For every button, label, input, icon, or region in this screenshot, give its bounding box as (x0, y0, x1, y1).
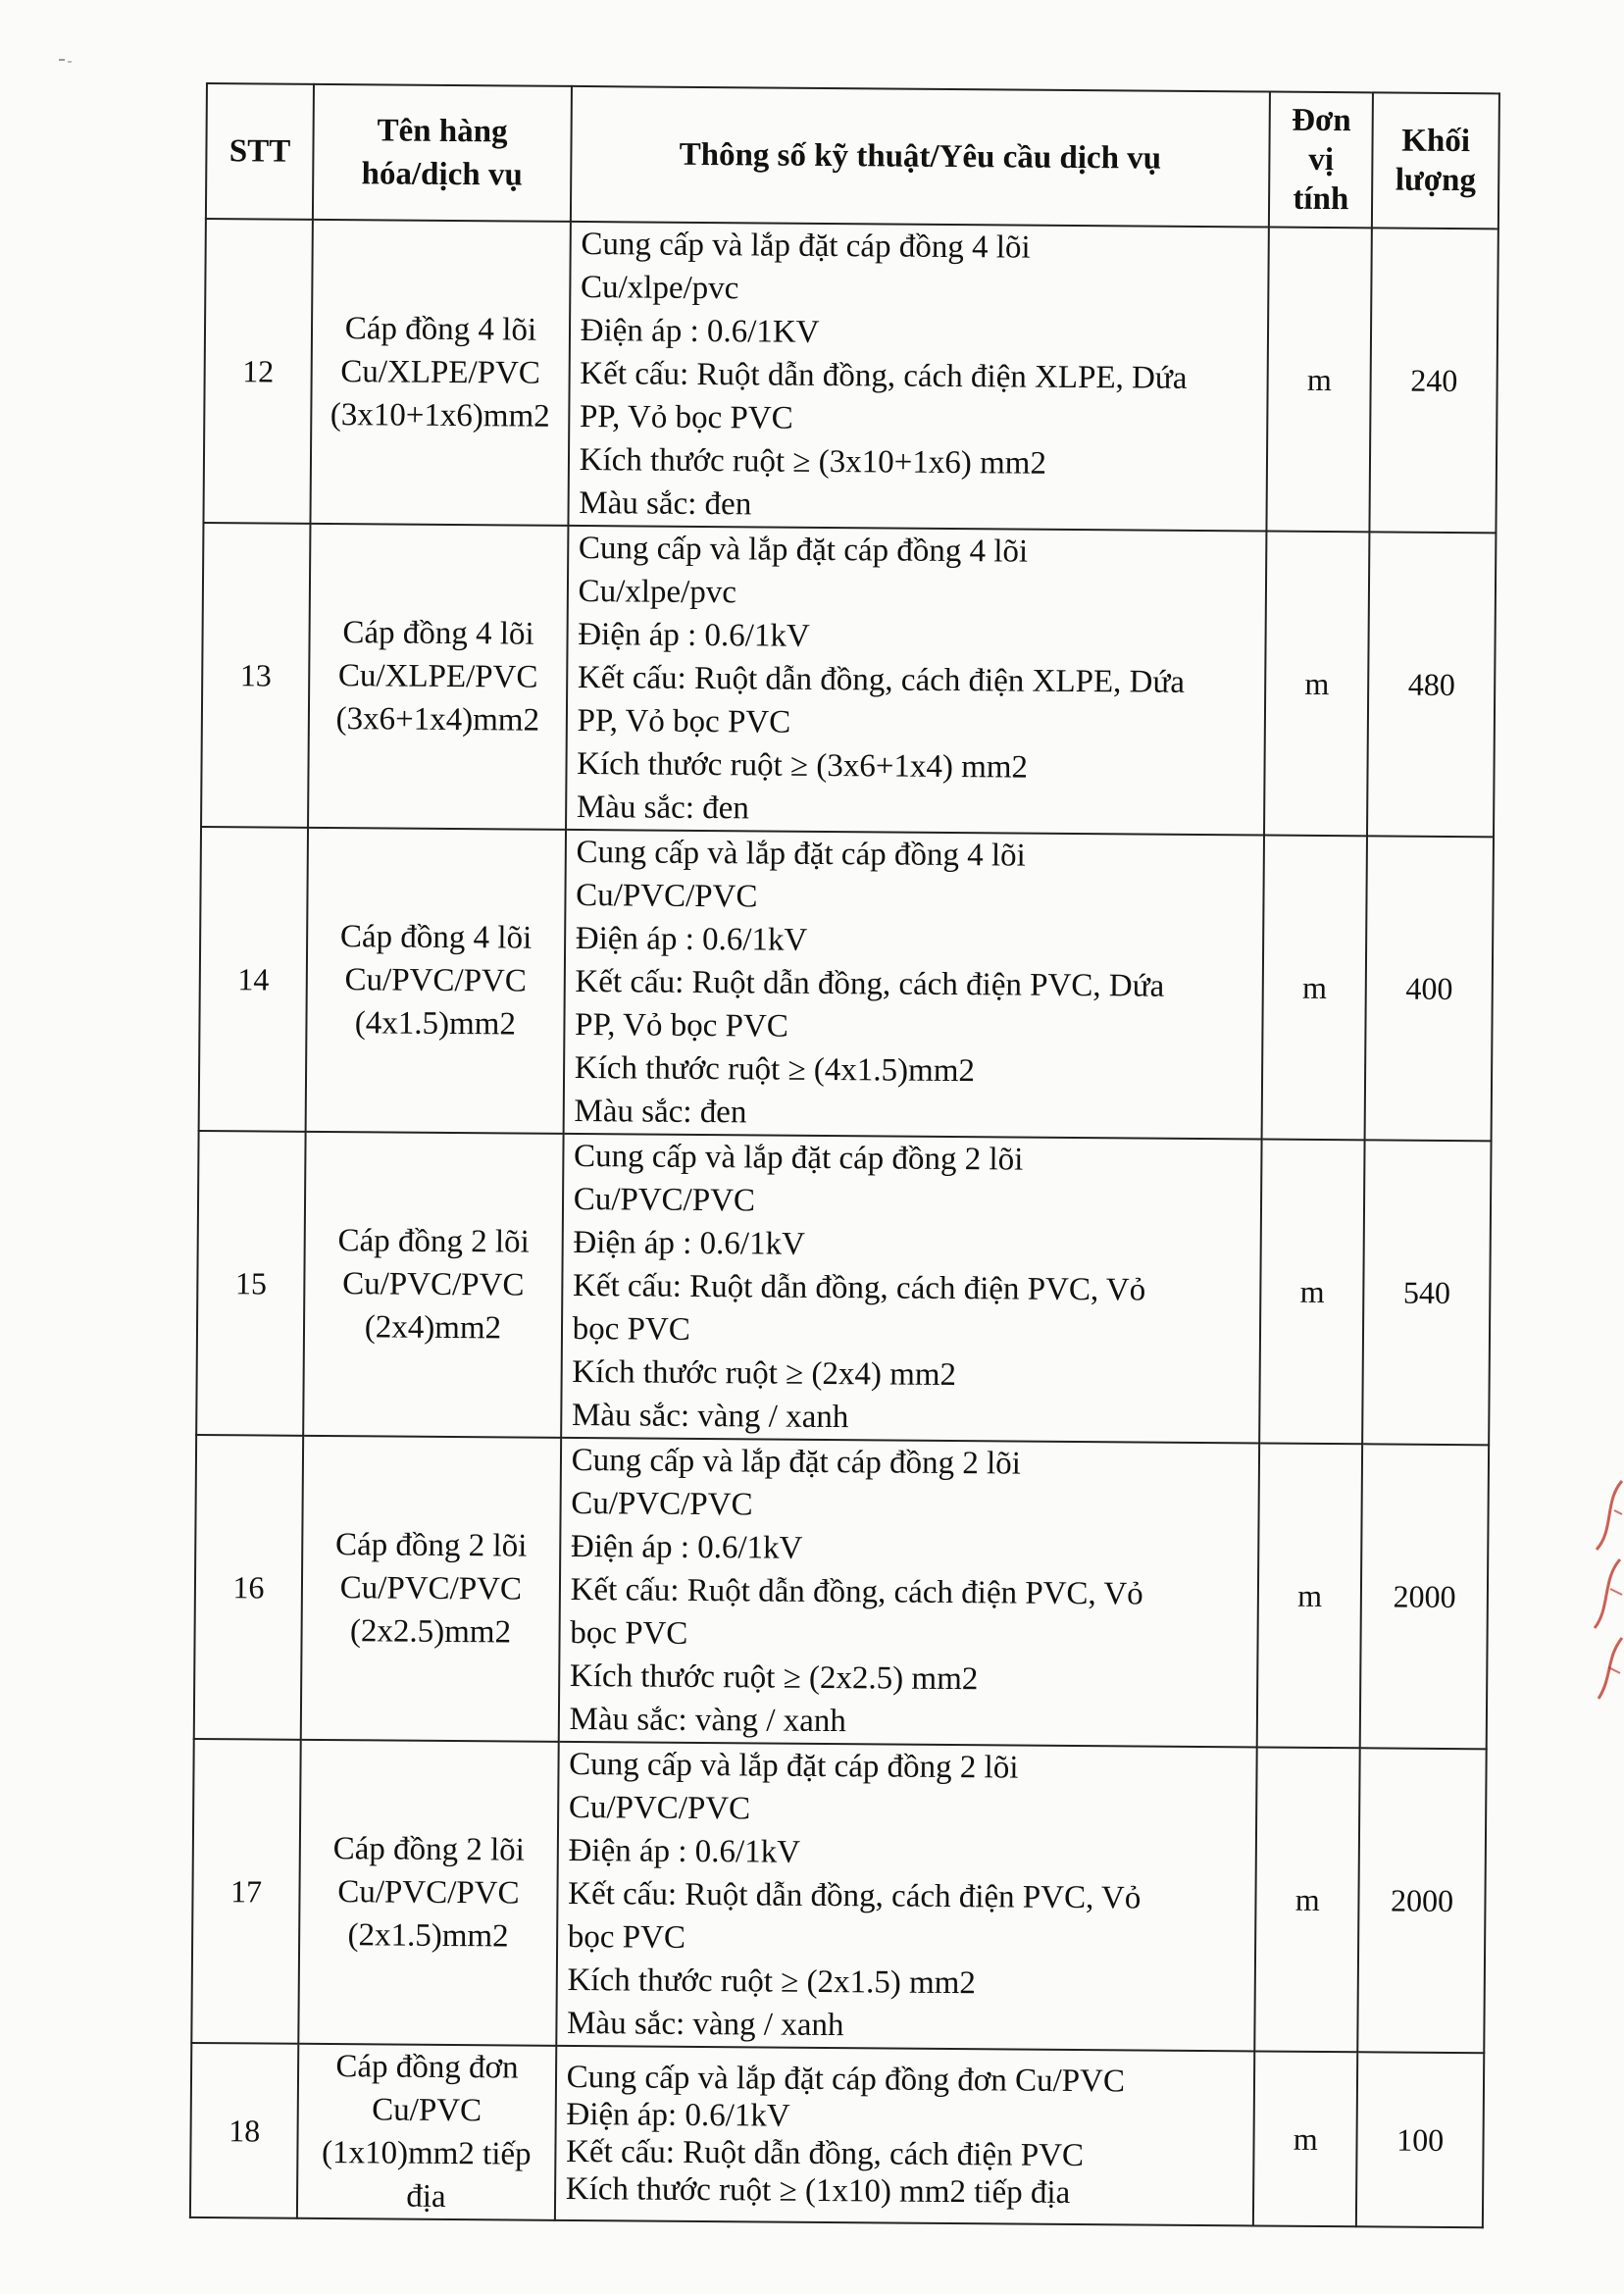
cell-spec-line: bọc PVC (567, 1918, 686, 1956)
cell-spec-line: Kích thước ruột ≥ (2x4) mm2 (572, 1353, 957, 1394)
header-unit-line: vị (1308, 141, 1335, 178)
table-header-row (206, 83, 1499, 229)
cell-spec-line: Cu/PVC/PVC (568, 1789, 751, 1827)
cell-name-line: Cu/PVC/PVC (337, 1874, 520, 1912)
cell-name (306, 828, 566, 1134)
cell-name-line: (1x10)mm2 tiếp (321, 2134, 532, 2172)
cell-stt: 18 (190, 2043, 299, 2218)
cell-spec (561, 1134, 1262, 1444)
cell-spec-line: Cu/xlpe/pvc (580, 270, 739, 307)
cell-qty: 400 (1365, 836, 1494, 1141)
cell-spec-line: Màu sắc: vàng / xanh (571, 1397, 849, 1436)
cell-spec-line: Điện áp : 0.6/1kV (570, 1528, 803, 1566)
cell-unit: m (1255, 1747, 1360, 2052)
cell-name (298, 1740, 558, 2046)
cell-spec-line: Cung cấp và lắp đặt cáp đồng 2 lõi (573, 1138, 1024, 1178)
cell-spec-line: Kết cấu: Ruột dẫn đồng, cách điện PVC, Vỏ (568, 1875, 1142, 1916)
cell-spec-line: Kết cấu: Ruột dẫn đồng, cách điện XLPE, Dứa (577, 659, 1186, 700)
cell-stt: 15 (196, 1131, 306, 1436)
cell-spec-line: Kích thước ruột ≥ (3x10+1x6) mm2 (579, 442, 1047, 482)
cell-spec-line: Cung cấp và lắp đặt cáp đồng 4 lõi (578, 530, 1029, 570)
cell-spec (563, 830, 1264, 1140)
cell-spec-line: Kết cấu: Ruột dẫn đồng, cách điện PVC (566, 2133, 1085, 2174)
cell-name (301, 1436, 561, 1742)
cell-spec-line: Màu sắc: đen (576, 789, 749, 827)
cell-name-line: Cu/XLPE/PVC (340, 354, 541, 391)
header-unit-line: Đơn (1292, 102, 1351, 139)
cell-spec-line: Kích thước ruột ≥ (2x1.5) mm2 (567, 1962, 977, 2002)
cell-name (308, 524, 568, 830)
cell-unit: m (1267, 228, 1372, 533)
cell-spec-line: Màu sắc: đen (579, 485, 752, 523)
cell-name-line: Cáp đồng 2 lõi (337, 1223, 530, 1260)
cell-name-line: (2x2.5)mm2 (349, 1613, 512, 1651)
cell-qty: 2000 (1358, 1748, 1487, 2053)
cell-spec (558, 1438, 1259, 1748)
cell-spec-line: Cu/xlpe/pvc (578, 573, 737, 611)
cell-name-line: Cu/PVC/PVC (339, 1570, 523, 1607)
cell-stt: 14 (199, 827, 309, 1132)
cell-spec-line: PP, Vỏ bọc PVC (579, 399, 793, 436)
cell-spec-line: PP, Vỏ bọc PVC (575, 1006, 788, 1045)
header-qty-line: Khối (1401, 123, 1471, 160)
header-unit-line: tính (1293, 180, 1349, 218)
cell-stt: 17 (191, 1739, 301, 2044)
cell-unit: m (1264, 532, 1369, 837)
cell-spec-line: bọc PVC (572, 1310, 690, 1348)
cell-name-line: (3x6+1x4)mm2 (335, 701, 540, 739)
scan-mark (59, 59, 73, 63)
cell-unit: m (1253, 2051, 1357, 2226)
cell-spec-line: Cu/PVC/PVC (576, 877, 758, 915)
cell-name-line: (2x4)mm2 (364, 1309, 502, 1347)
cell-spec-line: Điện áp: 0.6/1kV (566, 2096, 790, 2134)
cell-qty: 240 (1370, 228, 1498, 533)
cell-name-line: Cáp đồng 4 lõi (339, 919, 533, 956)
cell-spec-line: Kết cấu: Ruột dẫn đồng, cách điện PVC, Vỏ (570, 1571, 1143, 1612)
cell-spec-line: Điện áp : 0.6/1kV (573, 1224, 806, 1262)
cell-name-line: Cáp đồng 4 lõi (342, 615, 534, 652)
header-qty (1372, 92, 1499, 229)
cell-spec-line: Kết cấu: Ruột dẫn đồng, cách điện XLPE, Dứa (580, 356, 1188, 396)
cell-name-line: Cáp đồng 4 lõi (344, 311, 537, 348)
cell-spec-line: Cung cấp và lắp đặt cáp đồng 2 lõi (569, 1746, 1019, 1786)
cell-spec-line: Màu sắc: vàng / xanh (569, 1701, 847, 1740)
cell-name (297, 2044, 556, 2220)
cell-name-line: Cáp đồng 2 lõi (332, 1831, 526, 1868)
cell-qty: 100 (1356, 2052, 1484, 2227)
cable-spec-table (189, 82, 1500, 2228)
cell-spec-line: Kết cấu: Ruột dẫn đồng, cách điện PVC, Vỏ (572, 1267, 1146, 1308)
cell-qty: 2000 (1360, 1444, 1489, 1749)
cell-stt: 13 (201, 523, 311, 828)
cell-unit: m (1262, 835, 1367, 1140)
cell-spec-line: Điện áp : 0.6/1KV (580, 313, 820, 350)
cell-spec-line: Cung cấp và lắp đặt cáp đồng 2 lõi (571, 1442, 1022, 1482)
table-row (203, 219, 1497, 533)
header-unit (1269, 92, 1373, 229)
table-row (201, 523, 1496, 837)
header-name-line: Tên hàng (377, 113, 508, 150)
cell-name-line: địa (406, 2178, 446, 2215)
cell-name-line: (2x1.5)mm2 (347, 1917, 509, 1955)
cell-stt: 12 (203, 219, 313, 524)
cell-name-line: Cu/PVC/PVC (344, 962, 527, 999)
cell-unit: m (1257, 1443, 1362, 1748)
cell-spec (568, 222, 1269, 532)
cell-name-line: (4x1.5)mm2 (354, 1005, 517, 1043)
cell-spec-line: Cung cấp và lắp đặt cáp đồng đơn Cu/PVC (566, 2059, 1126, 2100)
table-row (190, 2043, 1484, 2227)
red-stamp-fragment (1585, 1471, 1624, 1707)
cell-spec (556, 1742, 1257, 2052)
cell-spec-line: Điện áp : 0.6/1kV (568, 1832, 801, 1870)
table-row (194, 1435, 1489, 1749)
cell-unit: m (1259, 1139, 1364, 1444)
cell-spec (555, 2046, 1255, 2226)
cell-spec-line: Cu/PVC/PVC (573, 1181, 756, 1219)
header-name (313, 84, 572, 222)
cell-spec-line: PP, Vỏ bọc PVC (577, 702, 791, 740)
cell-spec-line: Kích thước ruột ≥ (4x1.5)mm2 (574, 1049, 976, 1090)
cell-spec-line: Cung cấp và lắp đặt cáp đồng 4 lõi (576, 834, 1026, 874)
cell-name-line: Cu/XLPE/PVC (337, 658, 538, 695)
cell-name-line: Cáp đồng 2 lõi (334, 1527, 528, 1564)
cell-qty: 540 (1362, 1140, 1491, 1445)
header-name-line: hóa/dịch vụ (361, 156, 523, 193)
cell-spec-line: Kích thước ruột ≥ (1x10) mm2 tiếp địa (565, 2170, 1071, 2211)
cell-name (311, 220, 571, 526)
cell-stt: 16 (194, 1435, 304, 1740)
cell-spec-line: Màu sắc: vàng / xanh (567, 2005, 844, 2044)
cell-spec-line: bọc PVC (570, 1614, 688, 1652)
table-body (190, 219, 1498, 2227)
cell-name (303, 1132, 563, 1438)
table-row (199, 827, 1494, 1141)
cell-name-line: (3x10+1x6)mm2 (330, 397, 550, 434)
cell-spec (566, 526, 1267, 836)
cell-spec-line: Điện áp : 0.6/1kV (575, 920, 808, 958)
cell-spec-line: Kích thước ruột ≥ (3x6+1x4) mm2 (577, 745, 1029, 786)
cell-spec-line: Cu/PVC/PVC (571, 1485, 753, 1523)
cell-spec-line: Điện áp : 0.6/1kV (578, 616, 810, 654)
header-spec: Thông số kỹ thuật/Yêu cầu dịch vụ (571, 86, 1271, 228)
cell-spec-line: Cung cấp và lắp đặt cáp đồng 4 lõi (581, 227, 1031, 266)
cell-spec-line: Kích thước ruột ≥ (2x2.5) mm2 (569, 1657, 979, 1698)
header-stt: STT (206, 83, 314, 220)
cell-spec-line: Kết cấu: Ruột dẫn đồng, cách điện PVC, Dứa (575, 963, 1165, 1004)
cell-name-line: Cu/PVC (372, 2092, 482, 2129)
header-qty-line: lượng (1395, 162, 1477, 199)
cell-name-line: Cáp đồng đơn (335, 2049, 519, 2086)
table-row (191, 1739, 1486, 2053)
cell-qty: 480 (1367, 532, 1496, 837)
table-row (196, 1131, 1491, 1445)
cell-name-line: Cu/PVC/PVC (342, 1266, 525, 1303)
cell-spec-line: Màu sắc: đen (574, 1093, 747, 1131)
